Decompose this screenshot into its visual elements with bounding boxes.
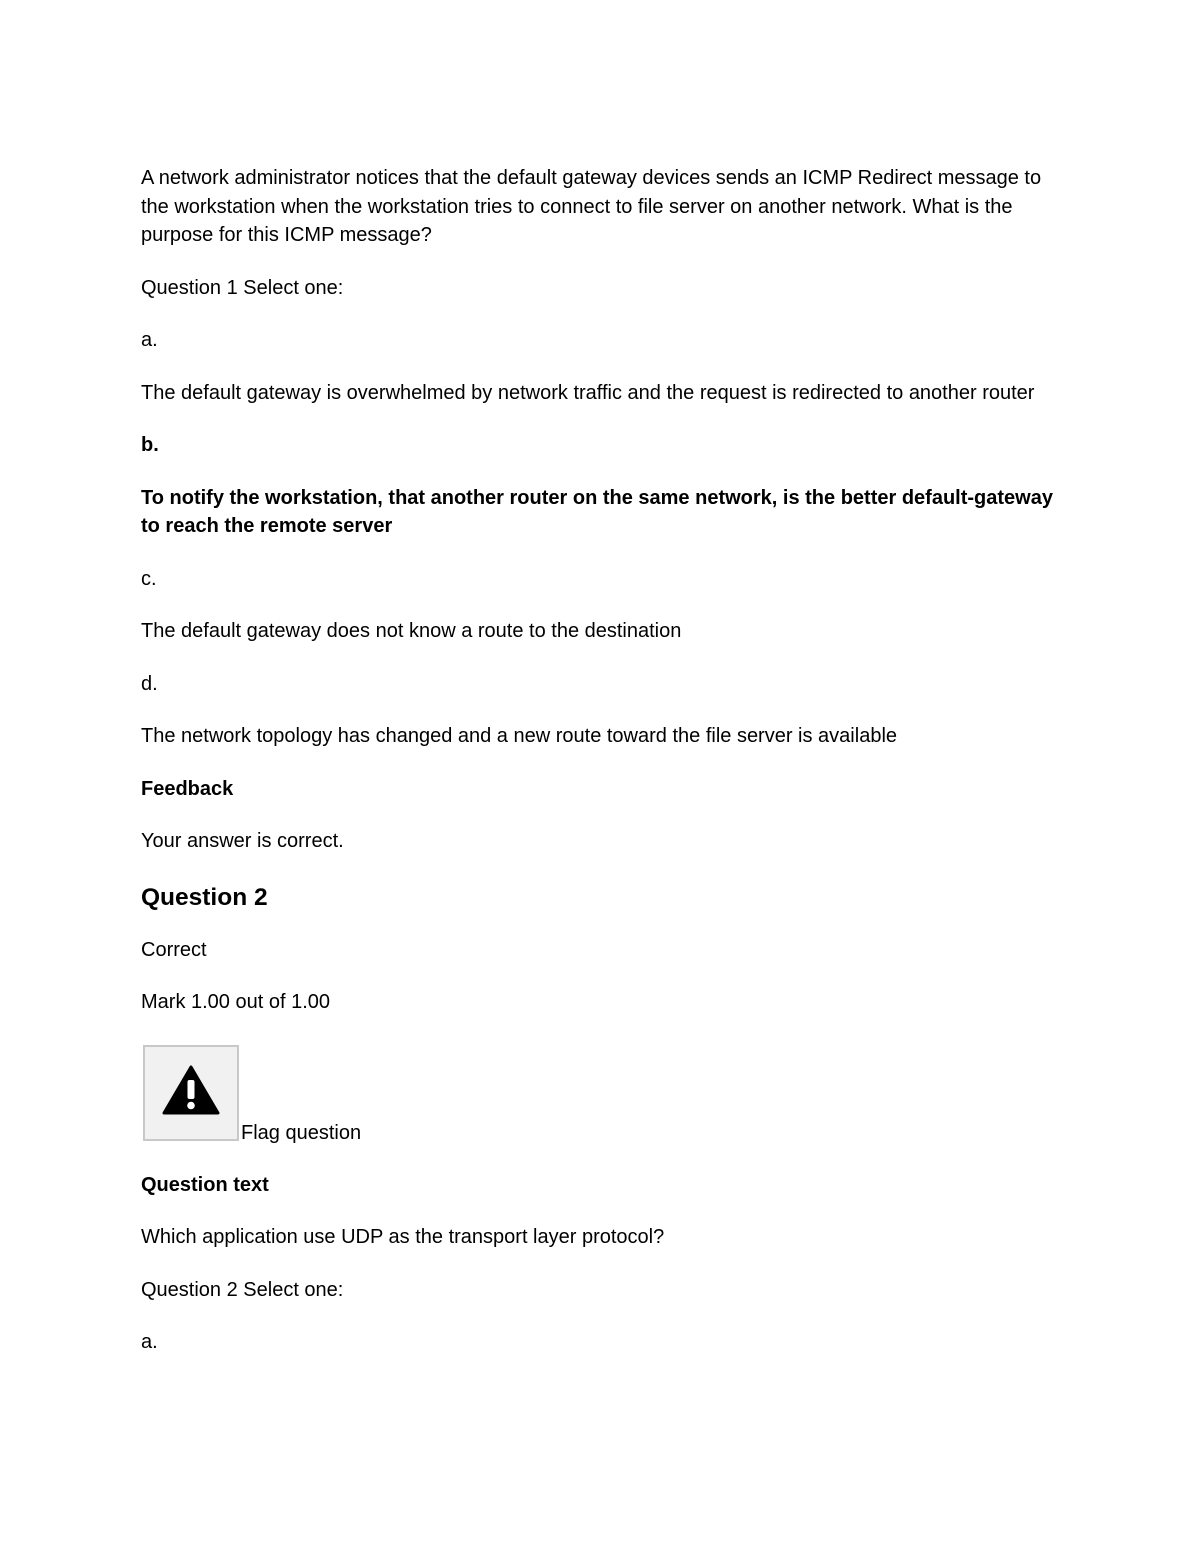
question-2-text: Which application use UDP as the transport layer protocol? [141,1226,665,1248]
question-text-heading: Question text [141,1173,269,1196]
question-2-mark: Mark 1.00 out of 1.00 [141,991,331,1013]
question-2-select-label: Question 2 Select one: [141,1278,344,1301]
option-a-text[interactable]: The default gateway is overwhelmed by network traffic and the request is redirected to another router [141,381,1035,404]
question-2-status: Correct [141,938,207,961]
option-d-letter[interactable]: d. [141,672,158,695]
option-b-letter[interactable]: b. [141,434,159,456]
flag-question-control[interactable] [141,1045,1071,1144]
question-1-select-label: Question 1 Select one: [141,276,344,299]
option-c-letter[interactable]: c. [141,567,157,590]
option-a-letter[interactable]: a. [141,329,158,351]
flag-question-label[interactable]: Flag question [241,1121,362,1144]
option-d-text[interactable]: The network topology has changed and a new route toward the file server is available [141,725,898,747]
warning-triangle-icon [162,1065,220,1120]
feedback-heading: Feedback [141,777,234,800]
feedback-text: Your answer is correct. [141,830,344,852]
document-page [141,164,1071,1357]
option-b-text[interactable]: To notify the workstation, that another router on the same network, is the better default-gateway to reach the remote server [141,486,1053,537]
question-2-option-a-letter[interactable]: a. [141,1331,158,1353]
question-2-heading: Question 2 [141,883,268,911]
question-1-text: A network administrator notices that the default gateway devices sends an ICMP Redirect message to the workstation when the workstation tries to connect to file server on another network. What is the purpose for this ICMP message? [141,167,1042,246]
option-c-text[interactable]: The default gateway does not know a route to the destination [141,620,682,642]
flag-icon-box[interactable] [143,1045,239,1141]
